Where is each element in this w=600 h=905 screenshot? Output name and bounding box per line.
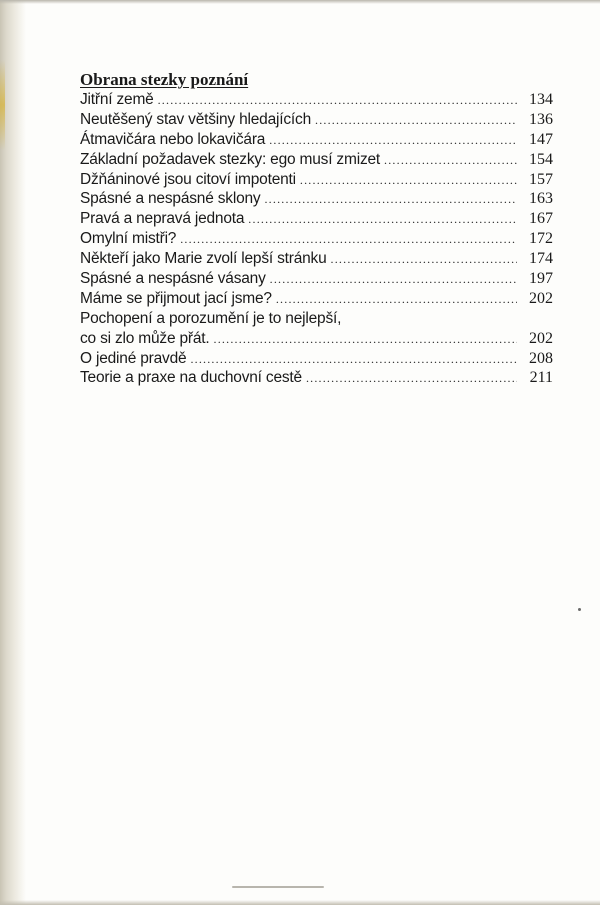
page-top-edge (0, 0, 600, 4)
paper-speck (578, 608, 581, 611)
toc-entry-title: O jediné pravdě (80, 349, 187, 367)
toc-entry-title: Někteří jako Marie zvolí lepší stránku (80, 250, 327, 268)
toc-entry-page: 147 (529, 130, 553, 148)
toc-entry (80, 349, 553, 369)
toc-entry-title: Máme se přijmout jací jsme? (80, 289, 272, 307)
toc-entry (80, 189, 553, 209)
dot-leader (248, 210, 517, 230)
dot-leader (180, 230, 517, 250)
toc-entry-page: 211 (529, 369, 553, 387)
toc-entry-title: Spásné a nespásné vásany (80, 270, 266, 288)
page-bottom-mark (232, 886, 324, 888)
toc-entry (80, 110, 553, 130)
toc-entry-page: 134 (529, 91, 553, 108)
dot-leader (315, 111, 517, 131)
toc-entry (80, 269, 553, 289)
toc-entry (80, 90, 553, 110)
dot-leader (214, 330, 517, 350)
dot-leader (190, 350, 517, 370)
toc-entry-title: Jitřní země (80, 91, 154, 108)
dot-leader (158, 91, 517, 111)
toc-entry-page: 163 (529, 190, 553, 208)
toc-entry-page: 202 (529, 329, 553, 347)
toc-entry-page: 208 (529, 349, 553, 367)
toc-entry-title: Džňáninové jsou citoví impotenti (80, 170, 296, 188)
toc-entry (80, 170, 553, 190)
dot-leader (269, 131, 517, 151)
page-bottom-edge (0, 900, 600, 905)
dot-leader (331, 250, 517, 270)
toc-entry-title: co si zlo může přát. (80, 329, 210, 347)
toc-entry-page: 202 (529, 289, 553, 307)
toc-entry-title: Omylní mistři? (80, 230, 177, 248)
toc-entry (80, 368, 553, 388)
toc-entry (80, 249, 553, 269)
toc-entry-title: Spásné a nespásné sklony (80, 190, 261, 208)
toc-entry-title: Teorie a praxe na duchovní cestě (80, 369, 302, 387)
toc-entry-page: 136 (529, 110, 553, 128)
toc-entry-page: 157 (529, 170, 553, 188)
toc-entry (80, 329, 553, 349)
toc-entry (80, 130, 553, 150)
dot-leader (384, 151, 517, 171)
dot-leader (264, 190, 517, 210)
toc-entry-title-line1: Pochopení a porozumění je to nejlepší, (80, 309, 342, 327)
section-heading: Obrana stezky poznání (80, 70, 249, 89)
toc-entry-title: Pravá a nepravá jednota (80, 210, 245, 228)
toc-entry-page: 172 (529, 230, 553, 248)
page-edge-stain (0, 60, 5, 150)
toc-entry-page: 154 (529, 150, 553, 168)
table-of-contents (80, 70, 553, 388)
toc-entry (80, 229, 553, 249)
toc-entry-page: 174 (529, 250, 553, 268)
toc-entry-title: Átmavičára nebo lokavičára (80, 130, 266, 148)
toc-entry (80, 150, 553, 170)
dot-leader (300, 171, 517, 191)
toc-entry (80, 289, 553, 309)
dot-leader (270, 270, 517, 290)
dot-leader (306, 369, 517, 389)
dot-leader (276, 290, 517, 310)
toc-entry-page: 197 (529, 270, 553, 288)
toc-entry-page: 167 (529, 210, 553, 228)
toc-entry-title: Základní požadavek stezky: ego musí zmizet (80, 150, 381, 168)
toc-entry-first-line (80, 309, 553, 329)
toc-entry-title: Neutěšený stav většiny hledajících (80, 110, 311, 128)
toc-entry (80, 209, 553, 229)
